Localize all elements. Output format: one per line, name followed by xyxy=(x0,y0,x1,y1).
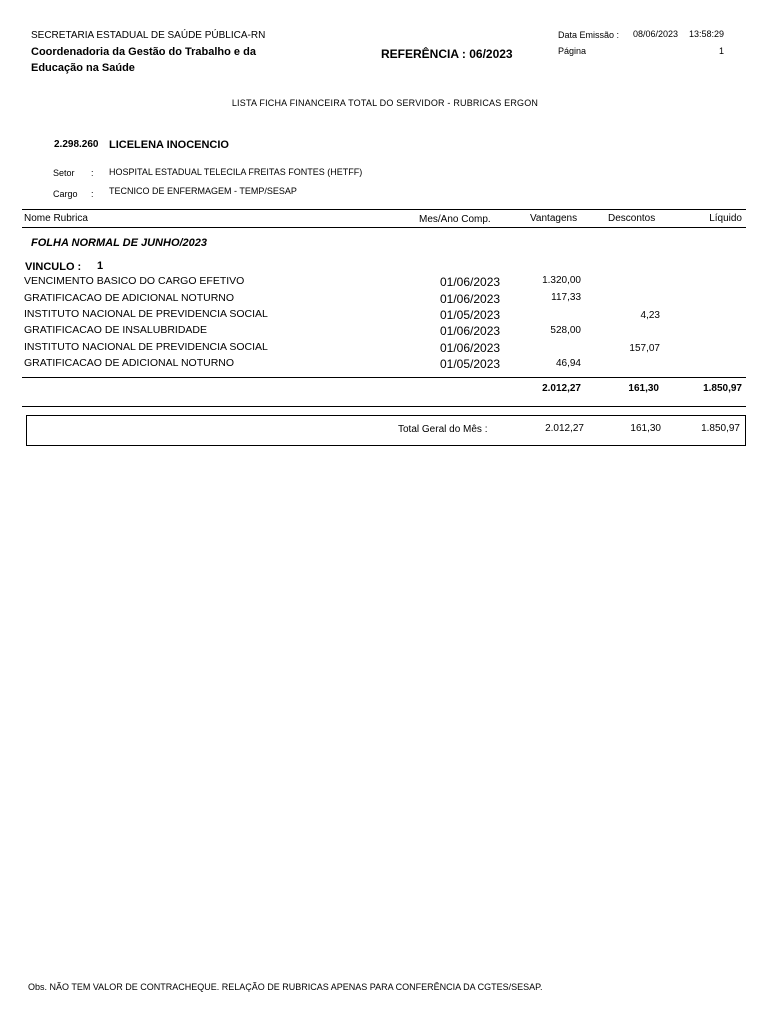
rubrica-name: GRATIFICACAO DE ADICIONAL NOTURNO xyxy=(24,292,235,304)
subtotal-bottom-rule xyxy=(22,406,746,407)
sector-value: HOSPITAL ESTADUAL TELECILA FREITAS FONTES (HETFF) xyxy=(109,167,363,177)
table-row xyxy=(0,275,768,291)
role-label: Cargo xyxy=(53,189,78,199)
rubrica-name: INSTITUTO NACIONAL DE PREVIDENCIA SOCIAL xyxy=(24,341,268,353)
emission-date: 08/06/2023 xyxy=(633,29,679,39)
rubrica-earnings: 117,33 xyxy=(551,292,581,303)
report-title: LISTA FICHA FINANCEIRA TOTAL DO SERVIDOR - RUBRICAS ERGON xyxy=(231,98,539,108)
reference-period: REFERÊNCIA : 06/2023 xyxy=(381,47,513,61)
column-earnings: Vantagens xyxy=(530,213,578,224)
header-bottom-rule xyxy=(22,227,746,228)
employee-id: 2.298.260 xyxy=(54,139,99,150)
footer-note: Obs. NÃO TEM VALOR DE CONTRACHEQUE. RELAÇÃO DE RUBRICAS APENAS PARA CONFERÊNCIA DA CGTES/SESAP. xyxy=(28,982,543,992)
rubrica-period: 01/05/2023 xyxy=(440,308,501,322)
table-row xyxy=(0,292,768,308)
rubrica-deductions: 4,23 xyxy=(640,310,660,321)
vinculo-value: 1 xyxy=(97,260,104,272)
column-period: Mes/Ano Comp. xyxy=(419,214,491,225)
role-separator: : xyxy=(91,189,94,199)
table-row xyxy=(0,357,768,373)
rubrica-earnings: 1.320,00 xyxy=(542,275,581,286)
sector-separator: : xyxy=(91,168,94,178)
page-number: 1 xyxy=(718,46,724,56)
table-row xyxy=(0,308,768,324)
header-top-rule xyxy=(22,209,746,210)
employee-name: LICELENA INOCENCIO xyxy=(109,139,229,151)
rubrica-deductions: 157,07 xyxy=(629,343,660,354)
vinculo-label: VINCULO : xyxy=(25,261,82,273)
grand-total-deductions: 161,30 xyxy=(630,423,661,434)
grand-total-earnings: 2.012,27 xyxy=(545,423,584,434)
rubrica-earnings: 46,94 xyxy=(555,358,581,369)
org-name: SECRETARIA ESTADUAL DE SAÚDE PÚBLICA-RN xyxy=(31,30,266,41)
table-row xyxy=(0,341,768,357)
column-deductions: Descontos xyxy=(608,213,656,224)
rubrica-name: INSTITUTO NACIONAL DE PREVIDENCIA SOCIAL xyxy=(24,308,268,320)
rubrica-name: GRATIFICACAO DE INSALUBRIDADE xyxy=(24,324,208,336)
subtotal-rule xyxy=(22,377,746,378)
rubrica-period: 01/06/2023 xyxy=(440,324,501,338)
sector-label: Setor xyxy=(53,168,75,178)
rubrica-name: GRATIFICACAO DE ADICIONAL NOTURNO xyxy=(24,357,235,369)
column-net: Líquido xyxy=(709,213,742,224)
payroll-title: FOLHA NORMAL DE JUNHO/2023 xyxy=(31,237,208,249)
subtotal-earnings: 2.012,27 xyxy=(542,383,581,394)
rubrica-period: 01/05/2023 xyxy=(440,357,501,371)
rubrica-period: 01/06/2023 xyxy=(440,292,501,306)
rubrica-period: 01/06/2023 xyxy=(440,275,501,289)
table-row xyxy=(0,324,768,340)
org-department-line1: Coordenadoria da Gestão do Trabalho e da xyxy=(31,46,256,58)
rubrica-period: 01/06/2023 xyxy=(440,341,501,355)
emission-time: 13:58:29 xyxy=(689,29,725,39)
page-label: Página xyxy=(558,46,587,56)
org-department-line2: Educação na Saúde xyxy=(31,62,135,74)
role-value: TECNICO DE ENFERMAGEM - TEMP/SESAP xyxy=(109,186,297,196)
grand-total-label: Total Geral do Mês : xyxy=(398,424,488,435)
subtotal-deductions: 161,30 xyxy=(628,383,659,394)
emission-label: Data Emissão : xyxy=(558,30,620,40)
rubrica-name: VENCIMENTO BASICO DO CARGO EFETIVO xyxy=(24,275,245,287)
rubrica-earnings: 528,00 xyxy=(550,325,581,336)
subtotal-net: 1.850,97 xyxy=(703,383,742,394)
column-name: Nome Rubrica xyxy=(24,213,88,224)
grand-total-net: 1.850,97 xyxy=(701,423,740,434)
